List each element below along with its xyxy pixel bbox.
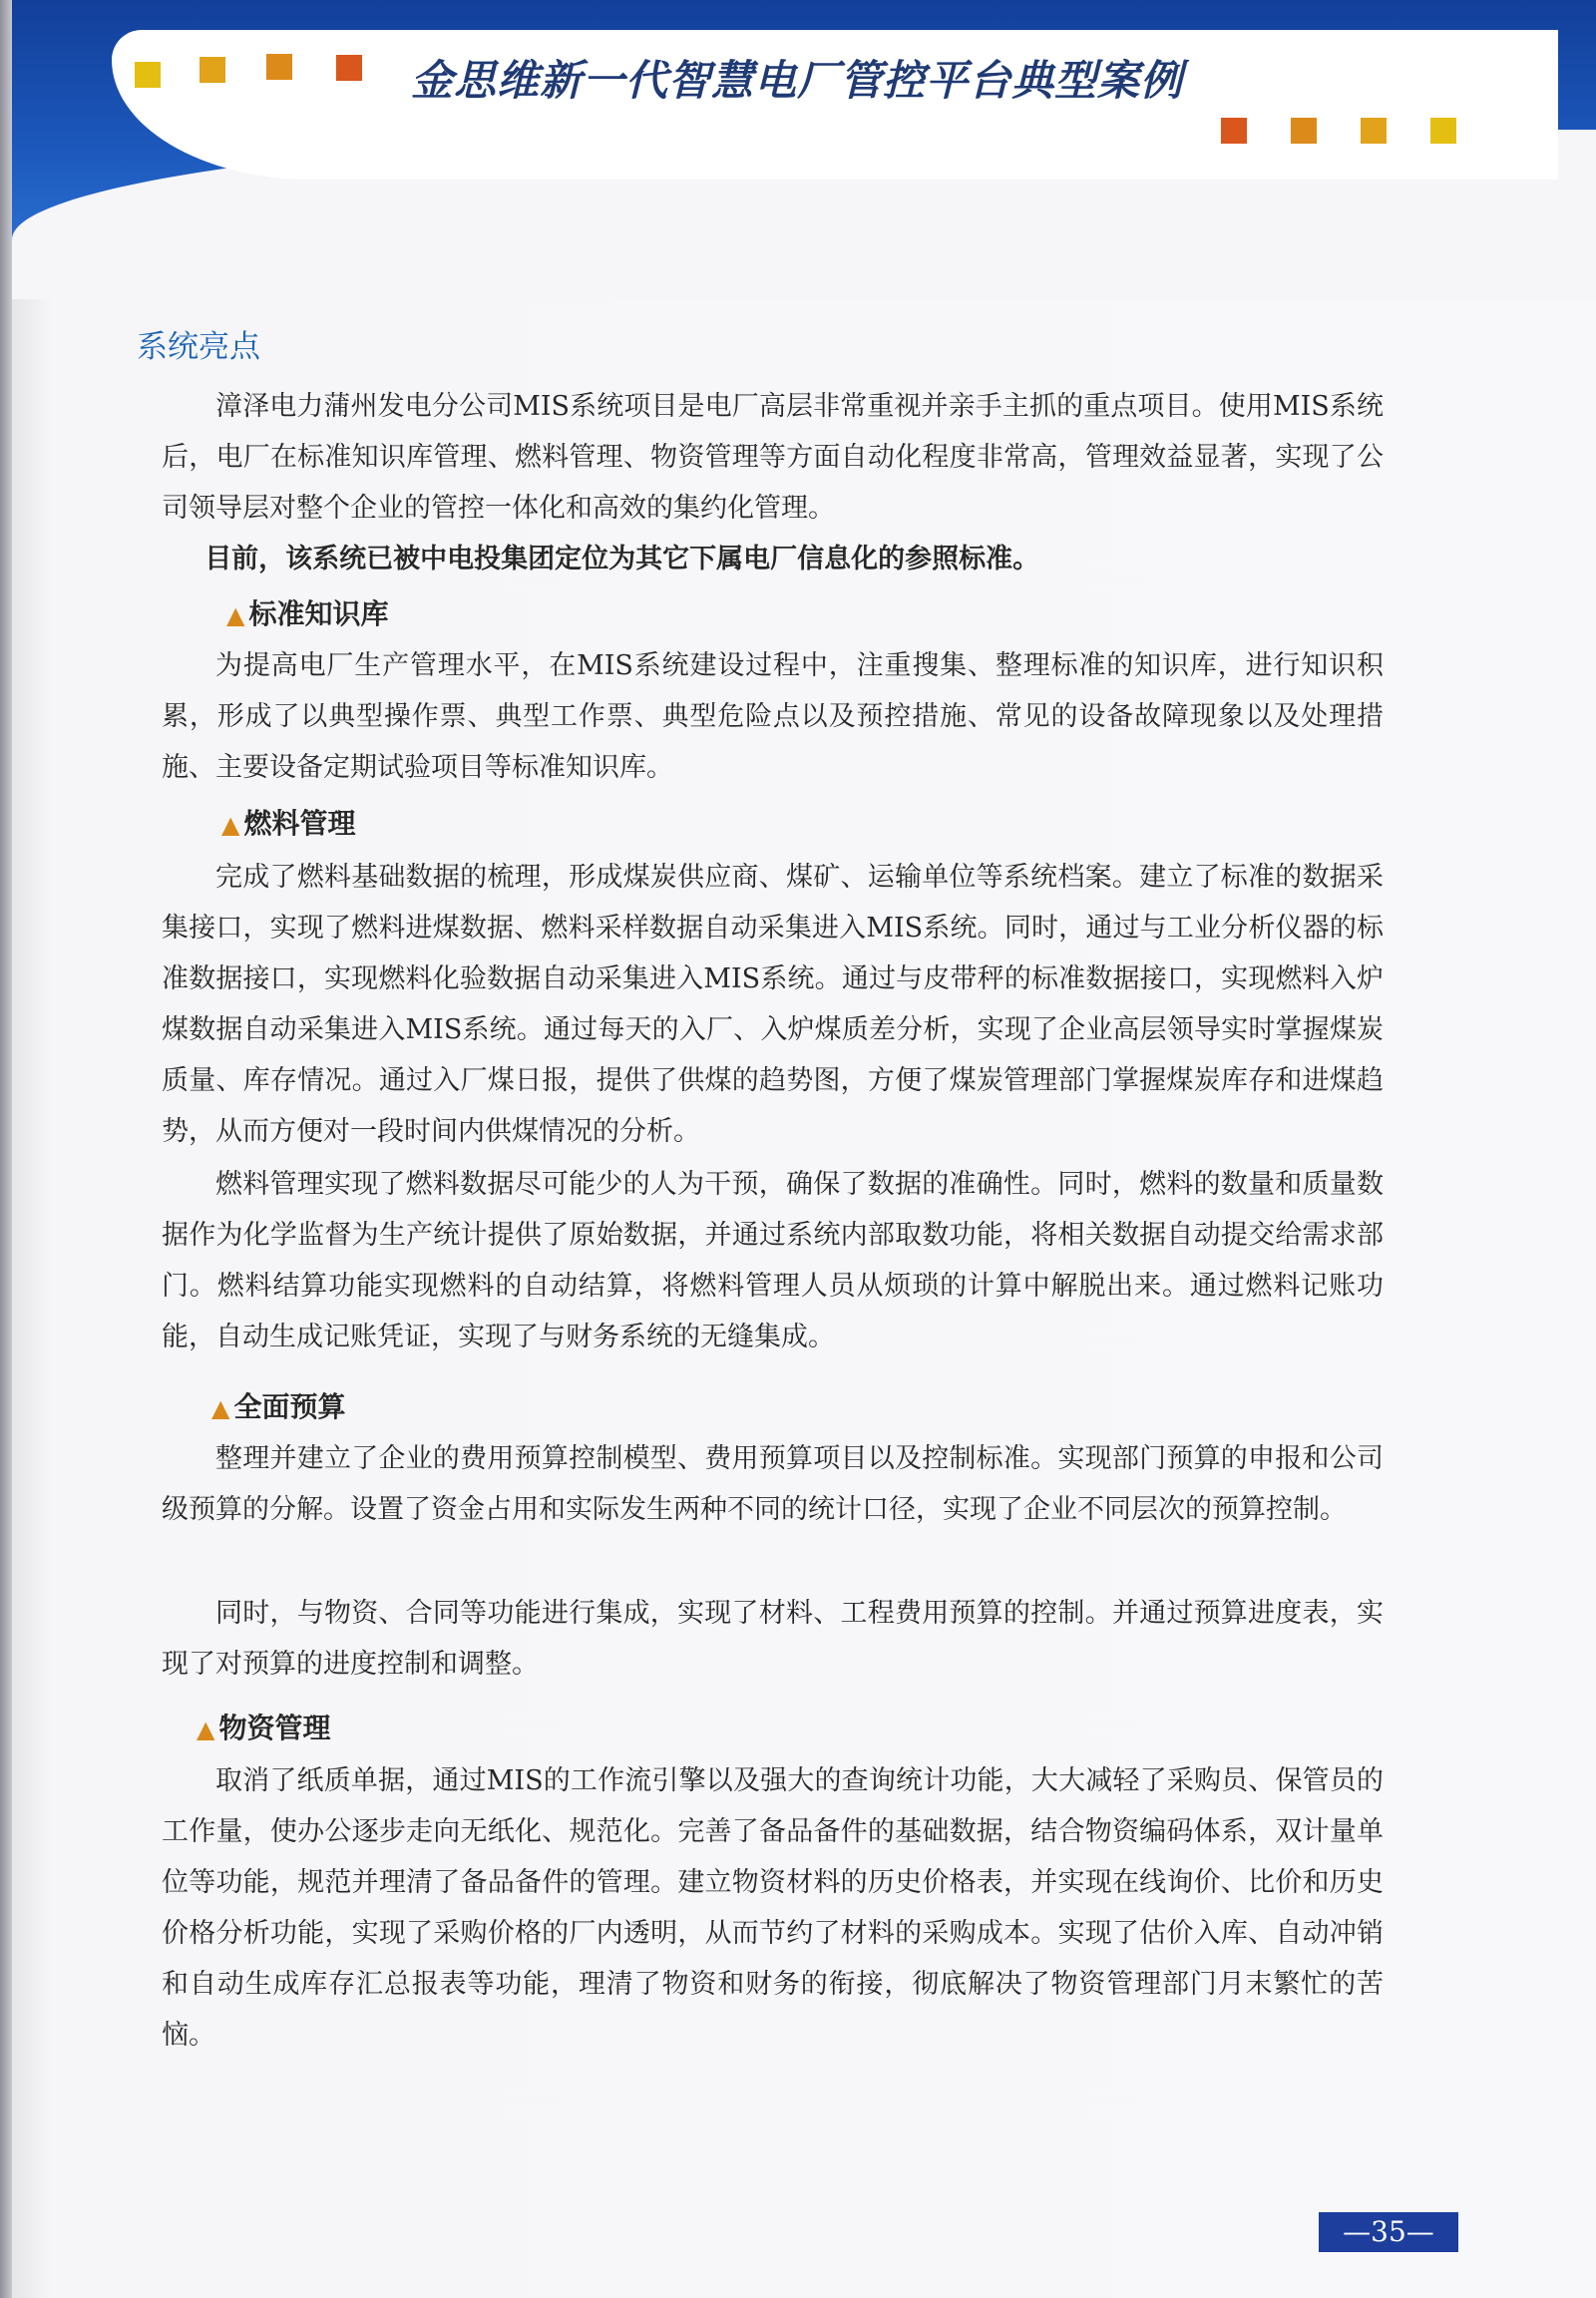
subsection-title: ▲ 燃料管理 [221, 807, 356, 840]
page-number: —35— [1319, 2212, 1458, 2252]
triangle-icon: ▲ [211, 1394, 230, 1422]
section-title: 系统亮点 [137, 329, 260, 365]
paragraph: 同时，与物资、合同等功能进行集成，实现了材料、工程费用预算的控制。并通过预算进度表，实现了对预算的进度控制和调整。 [162, 1598, 1384, 1680]
document-page [12, 0, 1596, 2298]
subsection-title: ▲ 物资管理 [197, 1712, 331, 1744]
header-title: 金思维新一代智慧电厂管控平台典型案例 [411, 56, 1184, 105]
page-content [12, 0, 1596, 2298]
binding-edge [0, 0, 12, 2298]
triangle-icon: ▲ [221, 811, 240, 839]
subsection-title: ▲ 标准知识库 [226, 597, 389, 630]
paragraph: 取消了纸质单据，通过MIS的工作流引擎以及强大的查询统计功能，大大减轻了采购员、保管员的工作量，使办公逐步走向无纸化、规范化。完善了备品备件的基础数据，结合物资编码体系，双计量单位等功能，规范并理清了备品备件的管理。建立物资材料的历史价格表，并实现在线询价、比价和历史价格分析功能，实现了采购价格的厂内透明，从而节约了材料的采购成本。实现了估价入库、自动冲销和自动生成库存汇总报表等功能，理清了物资和财务的衔接，彻底解决了物资管理部门月末繁忙的苦恼。 [162, 1765, 1384, 2051]
paragraph: 整理并建立了企业的费用预算控制模型、费用预算项目以及控制标准。实现部门预算的申报和公司级预算的分解。设置了资金占用和实际发生两种不同的统计口径，实现了企业不同层次的预算控制。 [162, 1443, 1384, 1525]
paragraph: 燃料管理实现了燃料数据尽可能少的人为干预，确保了数据的准确性。同时，燃料的数量和质量数据作为化学监督为生产统计提供了原始数据，并通过系统内部取数功能，将相关数据自动提交给需求部门。燃料结算功能实现燃料的自动结算，将燃料管理人员从烦琐的计算中解脱出来。通过燃料记账功能，自动生成记账凭证，实现了与财务系统的无缝集成。 [162, 1169, 1384, 1352]
triangle-icon: ▲ [197, 1716, 215, 1743]
subsection-title: ▲ 全面预算 [211, 1390, 346, 1423]
intro-paragraph: 漳泽电力蒲州发电分公司MIS系统项目是电厂高层非常重视并亲手主抓的重点项目。使用MIS系统后，电厂在标准知识库管理、燃料管理、物资管理等方面自动化程度非常高，管理效益显著，实现了公司领导层对整个企业的管控一体化和高效的集约化管理。 [162, 391, 1384, 524]
paragraph: 完成了燃料基础数据的梳理，形成煤炭供应商、煤矿、运输单位等系统档案。建立了标准的数据采集接口，实现了燃料进煤数据、燃料采样数据自动采集进入MIS系统。同时，通过与工业分析仪器的标准数据接口，实现燃料化验数据自动采集进入MIS系统。通过与皮带秤的标准数据接口，实现燃料入炉煤数据自动采集进入MIS系统。通过每天的入厂、入炉煤质差分析，实现了企业高层领导实时掌握煤炭质量、库存情况。通过入厂煤日报，提供了供煤的趋势图，方便了煤炭管理部门掌握煤炭库存和进煤趋势，从而方便对一段时间内供煤情况的分析。 [162, 862, 1384, 1147]
triangle-icon: ▲ [226, 601, 245, 629]
paragraph: 为提高电厂生产管理水平，在MIS系统建设过程中，注重搜集、整理标准的知识库，进行知识积累，形成了以典型操作票、典型工作票、典型危险点以及预控措施、常见的设备故障现象以及处理措施、主要设备定期试验项目等标准知识库。 [162, 650, 1384, 783]
intro-highlight: 目前，该系统已被中电投集团定位为其它下属电厂信息化的参照标准。 [204, 544, 1040, 574]
